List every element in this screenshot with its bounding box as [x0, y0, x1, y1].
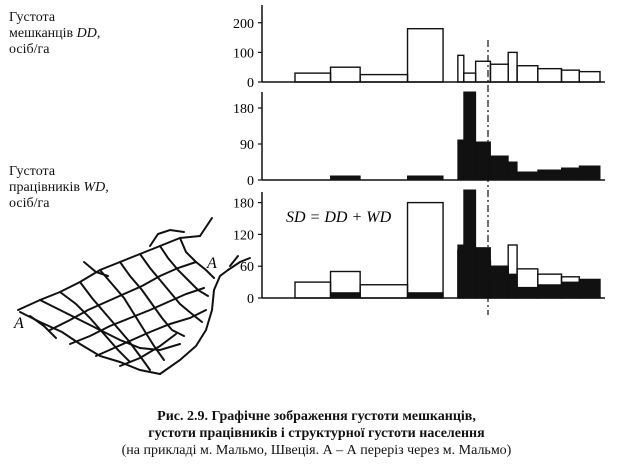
- bar-sd-s0-2: [360, 285, 407, 298]
- bar-wd-s0-8: [490, 156, 508, 180]
- bar-dd-s0-1: [331, 67, 361, 82]
- panel-dd: [233, 5, 605, 91]
- bar-wd-s0-5: [458, 140, 464, 180]
- city-street-map: [18, 218, 250, 374]
- bar-sd-s1-8: [490, 266, 508, 298]
- bar-dd-s0-2: [360, 75, 407, 82]
- chart-panels: [233, 5, 605, 307]
- y-tick-label: 120: [233, 228, 254, 244]
- bar-wd-s0-6: [464, 92, 476, 180]
- caption-line2: густоти працівників і структурної густоти населення: [148, 426, 485, 441]
- bar-sd-s0-3: [408, 203, 444, 298]
- bar-sd-s1-3: [408, 293, 444, 298]
- bar-sd-s1-1: [331, 293, 361, 298]
- bar-wd-s0-10: [517, 172, 538, 180]
- bar-sd-s1-13: [579, 279, 600, 298]
- y-tick-label: 200: [233, 16, 254, 32]
- formula-label: SD = DD + WD: [286, 209, 392, 226]
- y-tick-label: 60: [240, 260, 254, 276]
- wd-label-line2: працівників WD,: [9, 180, 109, 195]
- bar-sd-s1-12: [562, 282, 580, 298]
- y-tick-label: 0: [247, 174, 254, 189]
- caption-line3: (на прикладі м. Мальмо, Швеція. А – А переріз через м. Мальмо): [121, 443, 512, 458]
- caption-line1: Рис. 2.9. Графічне зображення густоти мешканців,: [157, 409, 476, 424]
- y-tick-label: 180: [233, 196, 254, 212]
- bar-dd-s0-5: [458, 55, 464, 82]
- y-tick-label: 0: [247, 292, 254, 307]
- bar-dd-s0-13: [579, 72, 600, 82]
- bar-dd-s0-0: [295, 73, 331, 82]
- dd-label-line3: осіб/га: [9, 42, 50, 57]
- wd-label-line1: Густота: [9, 164, 56, 179]
- bar-sd-s1-5: [458, 245, 464, 298]
- bar-sd-s1-11: [538, 285, 562, 298]
- bar-sd-s1-9: [508, 274, 517, 298]
- bar-dd-s0-8: [490, 64, 508, 82]
- y-tick-label: 180: [233, 102, 254, 117]
- bar-wd-s0-1: [331, 176, 361, 180]
- bar-wd-s0-9: [508, 162, 517, 180]
- y-tick-label: 90: [240, 138, 254, 153]
- bar-dd-s0-6: [464, 73, 476, 82]
- bar-wd-s0-13: [579, 166, 600, 180]
- bar-dd-s0-11: [538, 69, 562, 82]
- panel-wd: [233, 92, 605, 189]
- wd-label-line3: осіб/га: [9, 196, 50, 211]
- y-tick-label: 100: [233, 46, 254, 62]
- bar-wd-s0-3: [408, 176, 444, 180]
- bar-sd-s1-6: [464, 190, 476, 298]
- bar-dd-s0-12: [562, 70, 580, 82]
- map-section-label-right: A: [207, 255, 217, 272]
- bar-dd-s0-10: [517, 66, 538, 82]
- bar-wd-s0-12: [562, 168, 580, 180]
- dd-label-line2: мешканців DD,: [9, 26, 101, 41]
- bar-sd-s0-0: [295, 282, 331, 298]
- map-section-label-left: A: [14, 315, 24, 332]
- bar-wd-s0-11: [538, 170, 562, 180]
- panel-sd: [233, 190, 605, 307]
- bar-dd-s0-3: [408, 29, 444, 82]
- bar-sd-s1-10: [517, 287, 538, 298]
- bar-dd-s0-9: [508, 52, 517, 82]
- y-tick-label: 0: [247, 76, 254, 91]
- dd-label-line1: Густота: [9, 10, 56, 25]
